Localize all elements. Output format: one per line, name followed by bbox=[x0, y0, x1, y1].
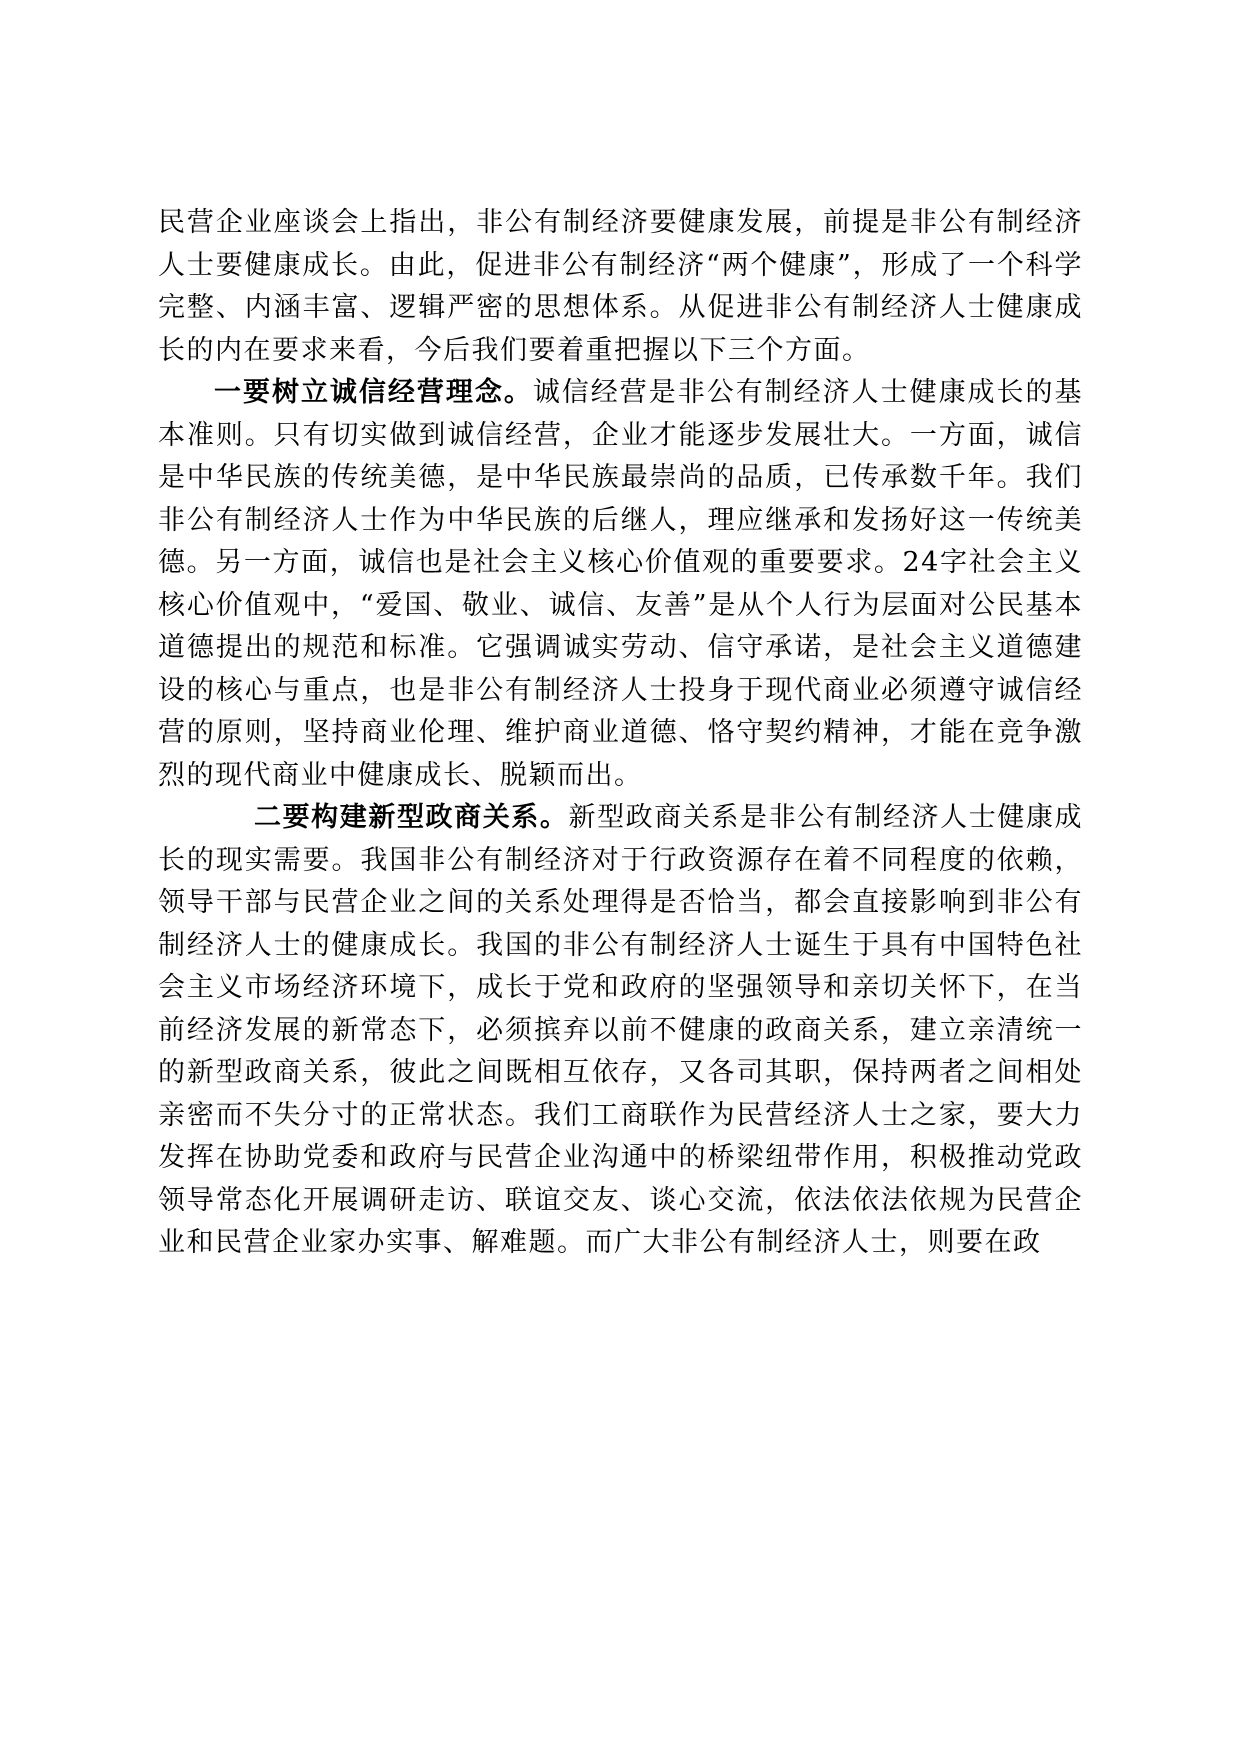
paragraph-intro bbox=[158, 202, 1083, 372]
paragraph-integrity bbox=[158, 372, 1083, 797]
document-body bbox=[158, 202, 1083, 1265]
paragraph-text: 民营企业座谈会上指出，非公有制经济要健康发展，前提是非公有制经济人士要健康成长。由此，促进非公有制经济“两个健康”，形成了一个科学完整、内涵丰富、逻辑严密的思想体系。从促进非公有制经济人士健康成长的内在要求来看，今后我们要着重把握以下三个方面。 bbox=[158, 207, 1083, 366]
paragraph-text: 新型政商关系是非公有制经济人士健康成长的现实需要。我国非公有制经济对于行政资源存在着不同程度的依赖，领导干部与民营企业之间的关系处理得是否恰当，都会直接影响到非公有制经济人士的健康成长。我国的非公有制经济人士诞生于具有中国特色社会主义市场经济环境下，成长于党和政府的坚强领导和亲切关怀下，在当前经济发展的新常态下，必须摈弃以前不健康的政商关系，建立亲清统一的新型政商关系，彼此之间既相互依存，又各司其职，保持两者之间相处亲密而不失分寸的正常状态。我们工商联作为民营经济人士之家，要大力发挥在协助党委和政府与民营企业沟通中的桥梁纽带作用，积极推动党政领导常态化开展调研走访、联谊交友、谈心交流，依法依法依规为民营企业和民营企业家办实事、解难题。而广大非公有制经济人士，则要在政 bbox=[158, 802, 1084, 1258]
paragraph-heading: 一要树立诚信经营理念。 bbox=[214, 377, 533, 408]
paragraph-government-business bbox=[158, 797, 1083, 1265]
paragraph-text: 诚信经营是非公有制经济人士健康成长的基本准则。只有切实做到诚信经营，企业才能逐步发展壮大。一方面，诚信是中华民族的传统美德，是中华民族最崇尚的品质，已传承数千年。我们非公有制经济人士作为中华民族的后继人，理应继承和发扬好这一传统美德。另一方面，诚信也是社会主义核心价值观的重要要求。24字社会主义核心价值观中，“爱国、敬业、诚信、友善”是从个人行为层面对公民基本道德提出的规范和标准。它强调诚实劳动、信守承诺，是社会主义道德建设的核心与重点，也是非公有制经济人士投身于现代商业必须遵守诚信经营的原则，坚持商业伦理、维护商业道德、恪守契约精神，才能在竞争激烈的现代商业中健康成长、脱颖而出。 bbox=[158, 377, 1084, 791]
paragraph-heading: 二要构建新型政商关系。 bbox=[254, 802, 569, 833]
